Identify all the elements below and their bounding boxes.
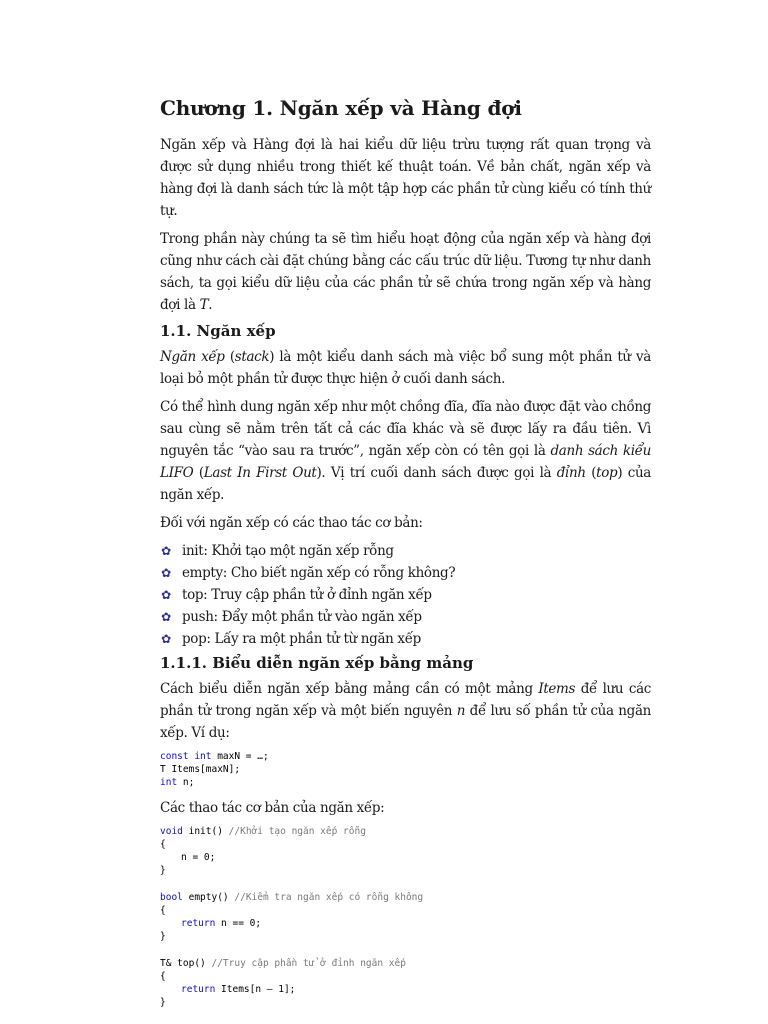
- flower-bullet-icon: ✿: [161, 566, 171, 580]
- list-item: ✿ top: Truy cập phần tử ở đỉnh ngăn xếp: [161, 587, 432, 603]
- top-function-code: [160, 957, 651, 1009]
- array-representation-paragraph: Cách biểu diễn ngăn xếp bằng mảng cần có một mảng Items để lưu các phần tử trong ngăn xếp và một biến nguyên n để lưu số phần tử của ngăn xếp. Ví dụ:: [160, 681, 651, 741]
- declaration-code-block: [160, 750, 651, 789]
- chapter-title: Chương 1. Ngăn xếp và Hàng đợi: [160, 96, 522, 120]
- code-line: {: [160, 905, 166, 916]
- flower-bullet-icon: ✿: [161, 632, 171, 646]
- code-line: }: [160, 865, 166, 876]
- section-1-1-title: 1.1. Ngăn xếp: [160, 322, 276, 340]
- intro-paragraph-1: Ngăn xếp và Hàng đợi là hai kiểu dữ liệu trừu tượng rất quan trọng và được sử dụng nhiều trong thiết kế thuật toán. Về bản chất, ngăn xếp và hàng đợi là danh sách tức là một tập hợp các phần tử cùng kiểu có tính thứ tự.: [160, 137, 651, 219]
- code-line: void init() //Khởi tạo ngăn xếp rỗng: [160, 826, 366, 837]
- code-line: T Items[maxN];: [160, 764, 241, 775]
- stack-definition: Ngăn xếp (stack) là một kiểu danh sách mà việc bổ sung một phần tử và loại bỏ một phần tử được thực hiện ở cuối danh sách.: [160, 349, 651, 387]
- code-line: {: [160, 971, 166, 982]
- page-content: [160, 96, 651, 1017]
- code-line: const int maxN = …;: [160, 751, 269, 762]
- empty-function-code: [160, 891, 651, 943]
- flower-bullet-icon: ✿: [161, 544, 171, 558]
- list-item: ✿ empty: Cho biết ngăn xếp có rỗng không?: [161, 565, 456, 581]
- list-item: ✿ push: Đẩy một phần tử vào ngăn xếp: [161, 609, 422, 625]
- code-line: }: [160, 931, 166, 942]
- operations-list: [160, 540, 651, 650]
- init-function-code: [160, 825, 651, 877]
- code-line: n = 0;: [181, 852, 216, 863]
- code-line: return n == 0;: [181, 918, 262, 929]
- operations-caption: Các thao tác cơ bản của ngăn xếp:: [160, 800, 385, 816]
- code-line: {: [160, 839, 166, 850]
- section-1-1-1-title: 1.1.1. Biểu diễn ngăn xếp bằng mảng: [160, 654, 474, 672]
- code-line: return Items[n – 1];: [181, 984, 296, 995]
- code-line: T& top() //Truy cập phần tử ở đỉnh ngăn xếp: [160, 958, 406, 969]
- code-line: }: [160, 997, 166, 1008]
- flower-bullet-icon: ✿: [161, 610, 171, 624]
- flower-bullet-icon: ✿: [161, 588, 171, 602]
- intro-paragraph-2: Trong phần này chúng ta sẽ tìm hiểu hoạt động của ngăn xếp và hàng đợi cũng như cách cài đặt chúng bằng các cấu trúc dữ liệu. Tương tự như danh sách, ta gọi kiểu dữ liệu của các phần tử sẽ chứa trong ngăn xếp và hàng đợi là T.: [160, 231, 651, 313]
- operations-intro: Đối với ngăn xếp có các thao tác cơ bản:: [160, 515, 423, 531]
- stack-lifo-paragraph: Có thể hình dung ngăn xếp như một chồng đĩa, đĩa nào được đặt vào chồng sau cùng sẽ nằm trên tất cả các đĩa khác và sẽ được lấy ra đầu tiên. Vì nguyên tắc “vào sau ra trước”, ngăn xếp còn có tên gọi là danh sách kiểu LIFO (Last In First Out). Vị trí cuối danh sách được gọi là đỉnh (top) của ngăn xếp.: [160, 399, 651, 503]
- code-line: bool empty() //Kiểm tra ngăn xếp có rỗng không: [160, 892, 424, 903]
- list-item: ✿ pop: Lấy ra một phần tử từ ngăn xếp: [161, 631, 421, 647]
- code-line: int n;: [160, 777, 195, 788]
- list-item: ✿ init: Khởi tạo một ngăn xếp rỗng: [161, 543, 394, 559]
